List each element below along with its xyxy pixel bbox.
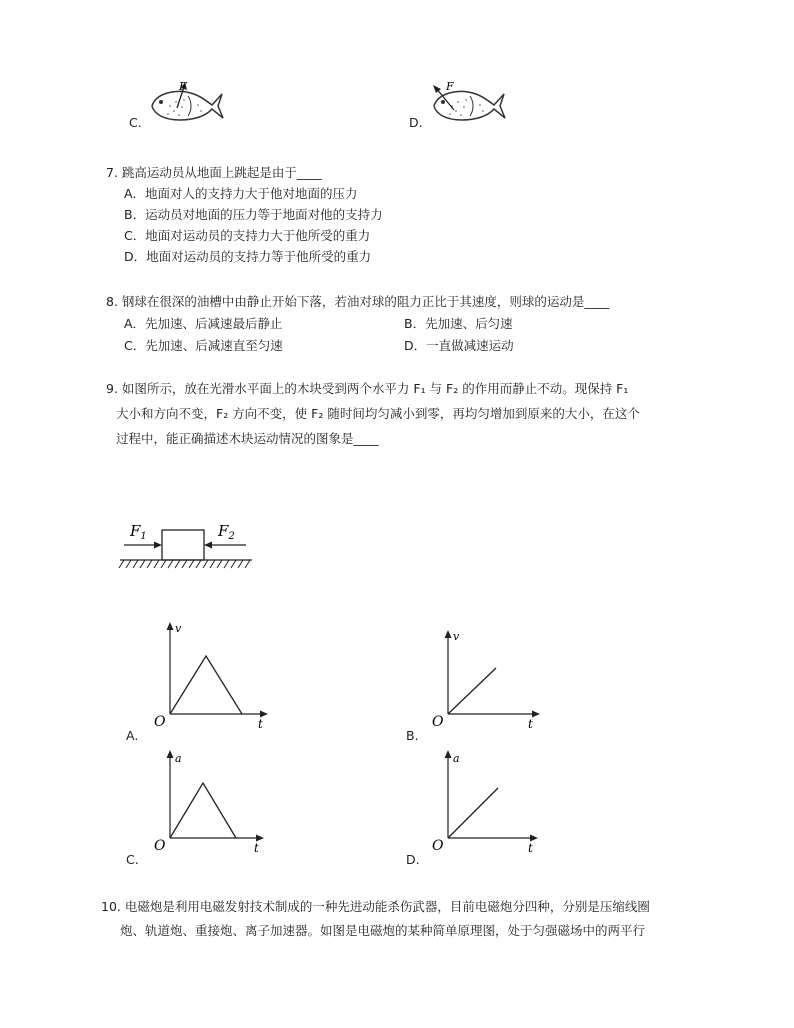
q9-stem-line-1: 9. 如图所示，放在光滑水平面上的木块受到两个水平力 F₁ 与 F₂ 的作用而静止不动。现保持 F₁: [106, 381, 629, 396]
f1-label: $F_1$: [130, 522, 147, 542]
graph-d-label: D.: [406, 852, 420, 867]
graph-b-v-t: [428, 628, 548, 730]
wooden-block: [162, 530, 204, 560]
graph-d-curve: [448, 788, 498, 838]
graph-c-origin: O: [154, 838, 166, 854]
graph-a-curve: [170, 656, 242, 714]
graph-c-curve: [170, 783, 236, 838]
ground-hatch: [119, 560, 250, 568]
q7-option-c[interactable]: C．地面对运动员的支持力大于他所受的重力: [124, 228, 371, 243]
graph-d-origin: O: [432, 838, 444, 854]
q8-option-b[interactable]: B．先加速、后匀速: [404, 316, 513, 331]
graph-b-origin: O: [432, 714, 444, 730]
q6-c-force-label: F: [179, 80, 187, 93]
q9-stem-line-2: 大小和方向不变，F₂ 方向不变，使 F₂ 随时间均匀减小到零，再均匀增加到原来的大小，在这个: [116, 406, 640, 421]
graph-c-a-t: [150, 748, 275, 854]
q8-option-d[interactable]: D．一直做减速运动: [404, 338, 514, 353]
graph-a-label: A.: [126, 728, 139, 743]
block-forces-figure: [116, 512, 256, 578]
q10-line-1: 10. 电磁炮是利用电磁发射技术制成的一种先进动能杀伤武器，目前电磁炮分四种，分别是压缩线圈: [101, 899, 650, 914]
graph-c-label: C.: [126, 852, 139, 867]
graph-b-curve: [448, 668, 496, 714]
q8-option-a[interactable]: A．先加速、后减速最后静止: [124, 316, 283, 331]
graph-a-x-label: t: [258, 717, 263, 730]
fish-force-diagonal-icon: [428, 80, 508, 128]
graph-a-v-t: [150, 620, 275, 730]
q7-option-a[interactable]: A．地面对人的支持力大于他对地面的压力: [124, 186, 358, 201]
graph-b-label: B.: [406, 728, 419, 743]
q8-stem: 8. 钢球在很深的油槽中由静止开始下落，若油对球的阻力正比于其速度，则球的运动是____: [106, 294, 610, 309]
q7-option-b[interactable]: B．运动员对地面的压力等于地面对他的支持力: [124, 207, 383, 222]
q9-stem-line-3: 过程中，能正确描述木块运动情况的图象是____: [116, 431, 379, 446]
graph-b-x-label: t: [528, 717, 533, 730]
graph-b-y-label: v: [453, 630, 460, 643]
q6-option-d-label: D.: [409, 115, 423, 130]
graph-c-y-label: a: [175, 752, 182, 765]
q6-option-c-label: C.: [129, 115, 142, 130]
q10-line-2: 炮、轨道炮、重接炮、离子加速器。如图是电磁炮的某种简单原理图，处于匀强磁场中的两平行: [120, 923, 646, 938]
fish-force-up-icon: [146, 80, 226, 128]
graph-d-x-label: t: [528, 841, 533, 854]
graph-d-a-t: [428, 748, 548, 854]
graph-a-y-label: v: [175, 622, 182, 635]
graph-a-origin: O: [154, 714, 166, 730]
q6-d-force-label: F: [446, 80, 454, 93]
q7-stem: 7. 跳高运动员从地面上跳起是由于____: [106, 165, 322, 180]
graph-c-x-label: t: [254, 841, 259, 854]
q7-option-d[interactable]: D．地面对运动员的支持力等于他所受的重力: [124, 249, 372, 264]
f2-label: $F_2$: [218, 522, 235, 542]
q8-option-c[interactable]: C．先加速、后减速直至匀速: [124, 338, 283, 353]
graph-d-y-label: a: [453, 752, 460, 765]
